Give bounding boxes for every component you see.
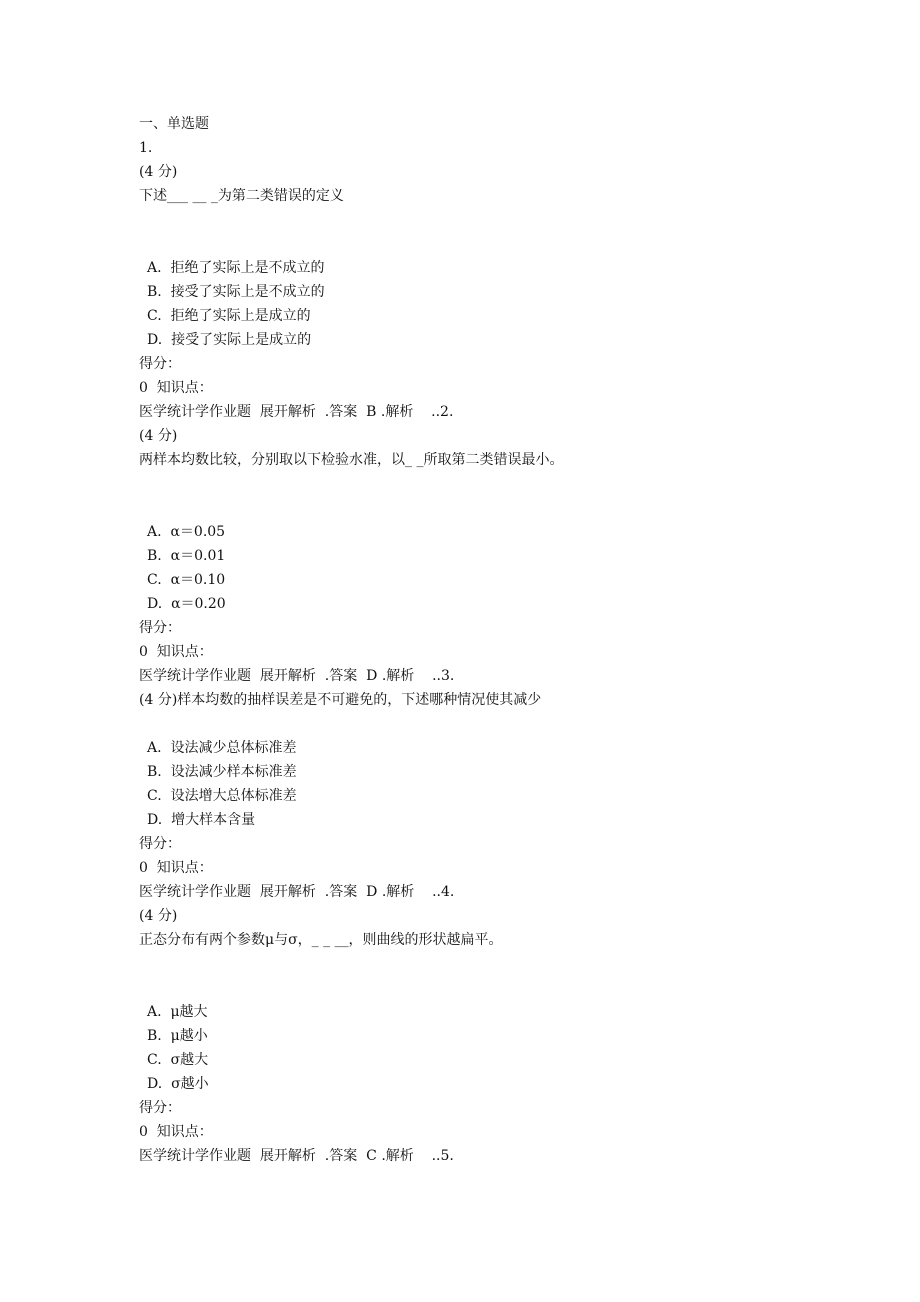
q2-option-c: C. α＝0.10 bbox=[147, 572, 226, 588]
q4-option-a: A. μ越大 bbox=[147, 1004, 208, 1020]
section-title: 一、单选题 bbox=[139, 116, 209, 132]
q1-score-label: 得分： bbox=[139, 356, 181, 372]
q4-option-d: D. σ越小 bbox=[147, 1076, 209, 1092]
q3-option-b: B. 设法减少样本标准差 bbox=[147, 764, 297, 780]
q1-option-a: A. 拒绝了实际上是不成立的 bbox=[147, 260, 325, 276]
q1-footer: 医学统计学作业题 展开解析 .答案 B .解析 ..2. bbox=[139, 404, 454, 420]
q2-knowledge: 0 知识点： bbox=[139, 644, 213, 660]
q1-points: (4 分) bbox=[139, 164, 178, 180]
q2-footer: 医学统计学作业题 展开解析 .答案 D .解析 ..3. bbox=[139, 668, 455, 684]
q2-stem: 两样本均数比较，分别取以下检验水准，以_ _所取第二类错误最小。 bbox=[139, 452, 564, 468]
q2-points: (4 分) bbox=[139, 428, 178, 444]
q4-option-b: B. μ越小 bbox=[147, 1028, 208, 1044]
q2-option-b: B. α＝0.01 bbox=[147, 548, 226, 564]
q3-footer: 医学统计学作业题 展开解析 .答案 D .解析 ..4. bbox=[139, 884, 455, 900]
q3-option-a: A. 设法减少总体标准差 bbox=[147, 740, 297, 756]
q4-points: (4 分) bbox=[139, 908, 178, 924]
q3-option-d: D. 增大样本含量 bbox=[147, 812, 256, 828]
q4-knowledge: 0 知识点： bbox=[139, 1124, 213, 1140]
q1-number: 1. bbox=[139, 140, 153, 156]
q2-option-d: D. α＝0.20 bbox=[147, 596, 226, 612]
q2-score-label: 得分： bbox=[139, 620, 181, 636]
q3-option-c: C. 设法增大总体标准差 bbox=[147, 788, 297, 804]
q2-option-a: A. α＝0.05 bbox=[147, 524, 226, 540]
q1-stem: 下述___ __ _为第二类错误的定义 bbox=[139, 188, 344, 204]
q3-stem: (4 分)样本均数的抽样误差是不可避免的，下述哪种情况使其减少 bbox=[139, 692, 542, 708]
q1-option-b: B. 接受了实际上是不成立的 bbox=[147, 284, 325, 300]
q3-knowledge: 0 知识点： bbox=[139, 860, 213, 876]
q4-footer: 医学统计学作业题 展开解析 .答案 C .解析 ..5. bbox=[139, 1148, 454, 1164]
q4-stem: 正态分布有两个参数μ与σ，_ _ __，则曲线的形状越扁平。 bbox=[139, 932, 503, 948]
q1-option-c: C. 拒绝了实际上是成立的 bbox=[147, 308, 311, 324]
q4-score-label: 得分： bbox=[139, 1100, 181, 1116]
q4-option-c: C. σ越大 bbox=[147, 1052, 209, 1068]
q3-score-label: 得分： bbox=[139, 836, 181, 852]
q1-option-d: D. 接受了实际上是成立的 bbox=[147, 332, 312, 348]
q1-knowledge: 0 知识点： bbox=[139, 380, 213, 396]
